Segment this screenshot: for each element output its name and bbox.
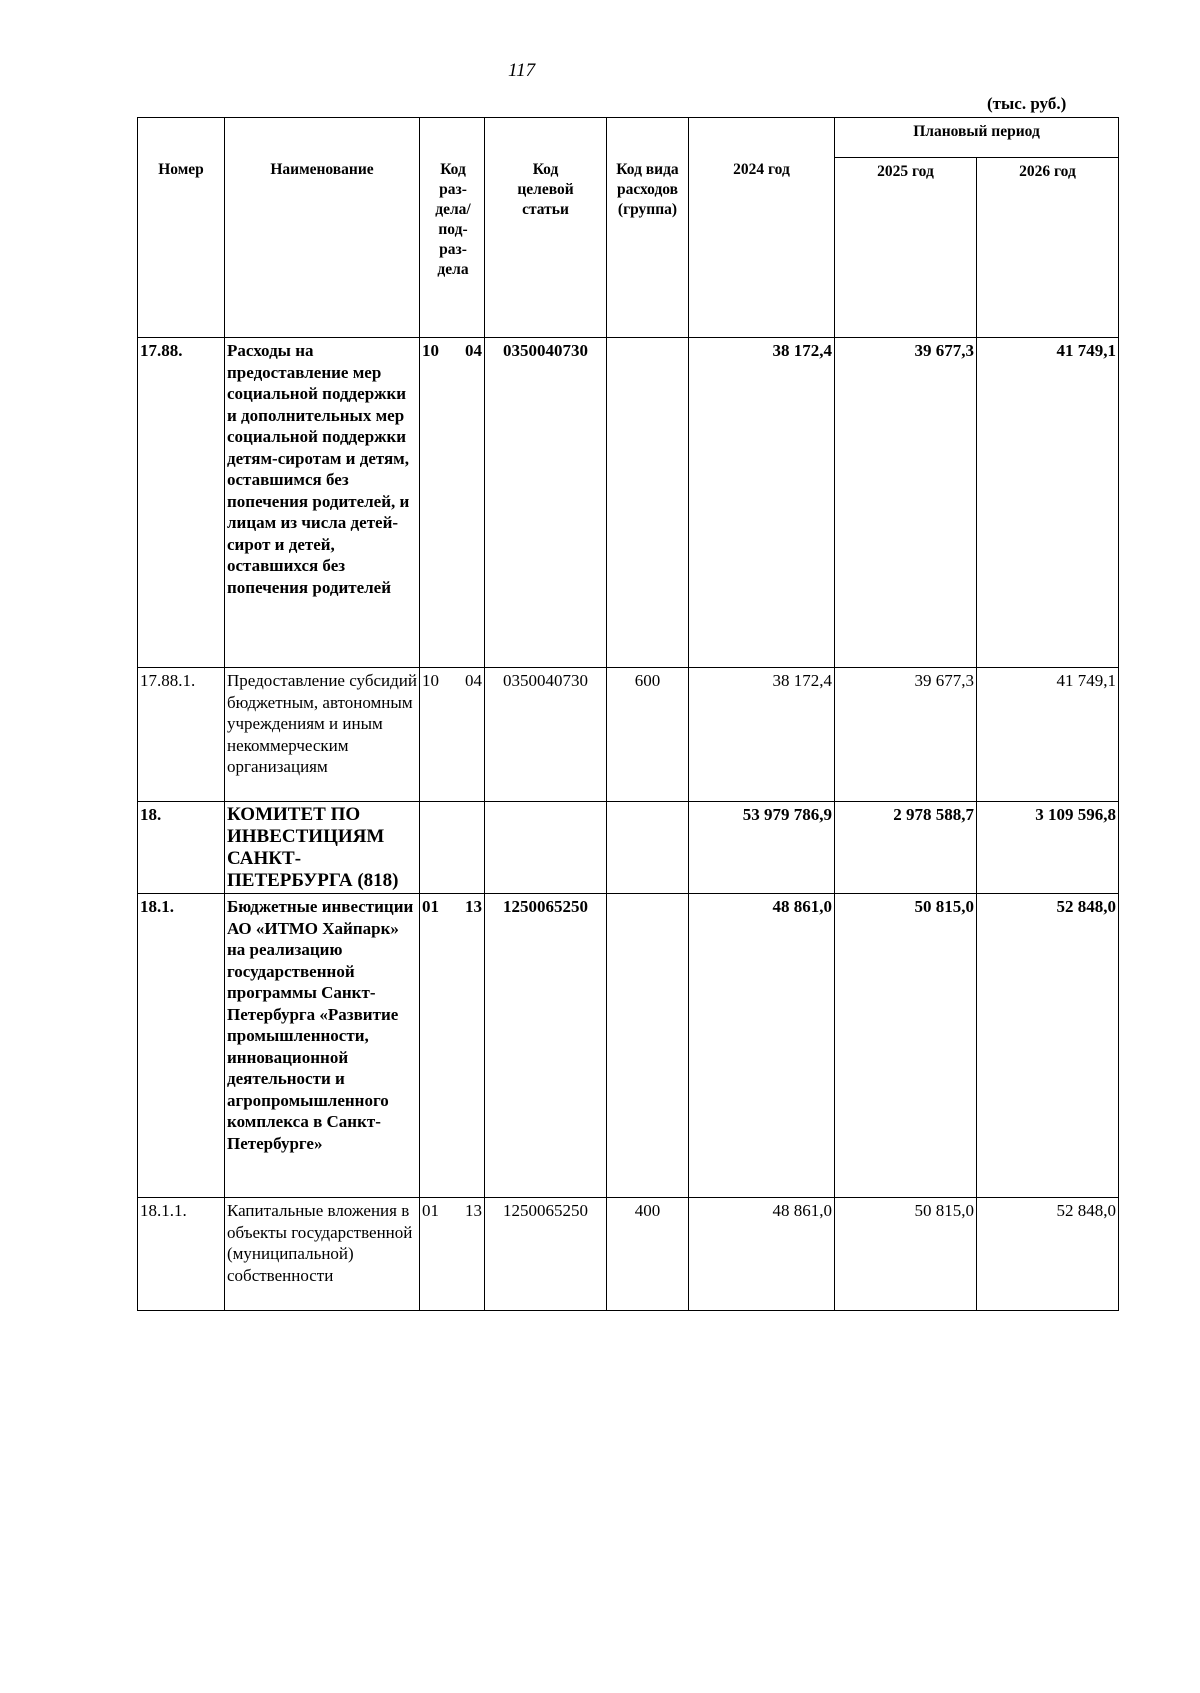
page-number: 117 [508,60,536,81]
row-2026: 41 749,1 [977,668,1119,802]
table-row [138,668,1119,802]
table-row [138,894,1119,1198]
row-target-code: 0350040730 [485,668,607,802]
row-2025: 39 677,3 [835,668,977,802]
row-2024: 38 172,4 [689,668,835,802]
header-2025: 2025 год [835,158,977,338]
header-expense-type: Код вида расходов (группа) [607,118,689,338]
subsection: 04 [465,671,482,690]
header-row-1 [138,118,1119,158]
row-target-code: 1250065250 [485,1198,607,1311]
row-2025: 2 978 588,7 [835,802,977,894]
row-2024: 38 172,4 [689,338,835,668]
row-target-code: 1250065250 [485,894,607,1198]
row-name: Расходы на предоставление мер социальной поддержки и дополнительных мер социальной поддержки детям-сиротам и детям, оставшимся без попечения родителей, и лицам из числа детей-сирот и детей, оставшихся без попечения родителей [225,338,420,668]
row-name: Капитальные вложения в объекты государственной (муниципальной) собственности [225,1198,420,1311]
row-2026: 41 749,1 [977,338,1119,668]
row-name: КОМИТЕТ ПО ИНВЕСТИЦИЯМ САНКТ-ПЕТЕРБУРГА (818) [225,802,420,894]
header-2024: 2024 год [689,118,835,338]
units-label: (тыс. руб.) [987,94,1067,113]
header-2026: 2026 год [977,158,1119,338]
section: 10 [422,341,439,360]
row-expense-type: 400 [607,1198,689,1311]
section: 01 [422,1201,439,1220]
row-expense-type [607,894,689,1198]
header-number: Номер [138,118,225,338]
table-row [138,338,1119,668]
row-2024: 48 861,0 [689,894,835,1198]
subsection: 04 [465,341,482,360]
row-target-code [485,802,607,894]
subsection: 13 [465,1201,482,1220]
row-name: Предоставление субсидий бюджетным, автономным учреждениям и иным некоммерческим организациям [225,668,420,802]
subsection: 13 [465,897,482,916]
row-expense-type [607,338,689,668]
row-target-code: 0350040730 [485,338,607,668]
row-section-code [420,668,485,802]
row-number: 18.1.1. [138,1198,225,1311]
row-number: 17.88.1. [138,668,225,802]
row-2025: 39 677,3 [835,338,977,668]
header-name: Наименование [225,118,420,338]
header-planning-period: Плановый период [835,118,1119,158]
row-2025: 50 815,0 [835,1198,977,1311]
section: 01 [422,897,439,916]
row-expense-type [607,802,689,894]
row-name: Бюджетные инвестиции АО «ИТМО Хайпарк» на реализацию государственной программы Санкт-Петербурга «Развитие промышленности, инновационной деятельности и агропромышленного комплекса в Санкт-Петербурге» [225,894,420,1198]
row-number: 18. [138,802,225,894]
table-row [138,1198,1119,1311]
section: 10 [422,671,439,690]
row-2026: 52 848,0 [977,1198,1119,1311]
row-section-code [420,802,485,894]
row-2024: 48 861,0 [689,1198,835,1311]
row-2025: 50 815,0 [835,894,977,1198]
row-section-code [420,894,485,1198]
row-expense-type: 600 [607,668,689,802]
header-section-code: Код раз-дела/ под-раз-дела [420,118,485,338]
row-2024: 53 979 786,9 [689,802,835,894]
header-target-code: Код целевой статьи [485,118,607,338]
row-2026: 52 848,0 [977,894,1119,1198]
row-section-code [420,338,485,668]
row-2026: 3 109 596,8 [977,802,1119,894]
row-section-code [420,1198,485,1311]
row-number: 17.88. [138,338,225,668]
table-row [138,802,1119,894]
budget-table [137,117,1119,1311]
row-number: 18.1. [138,894,225,1198]
